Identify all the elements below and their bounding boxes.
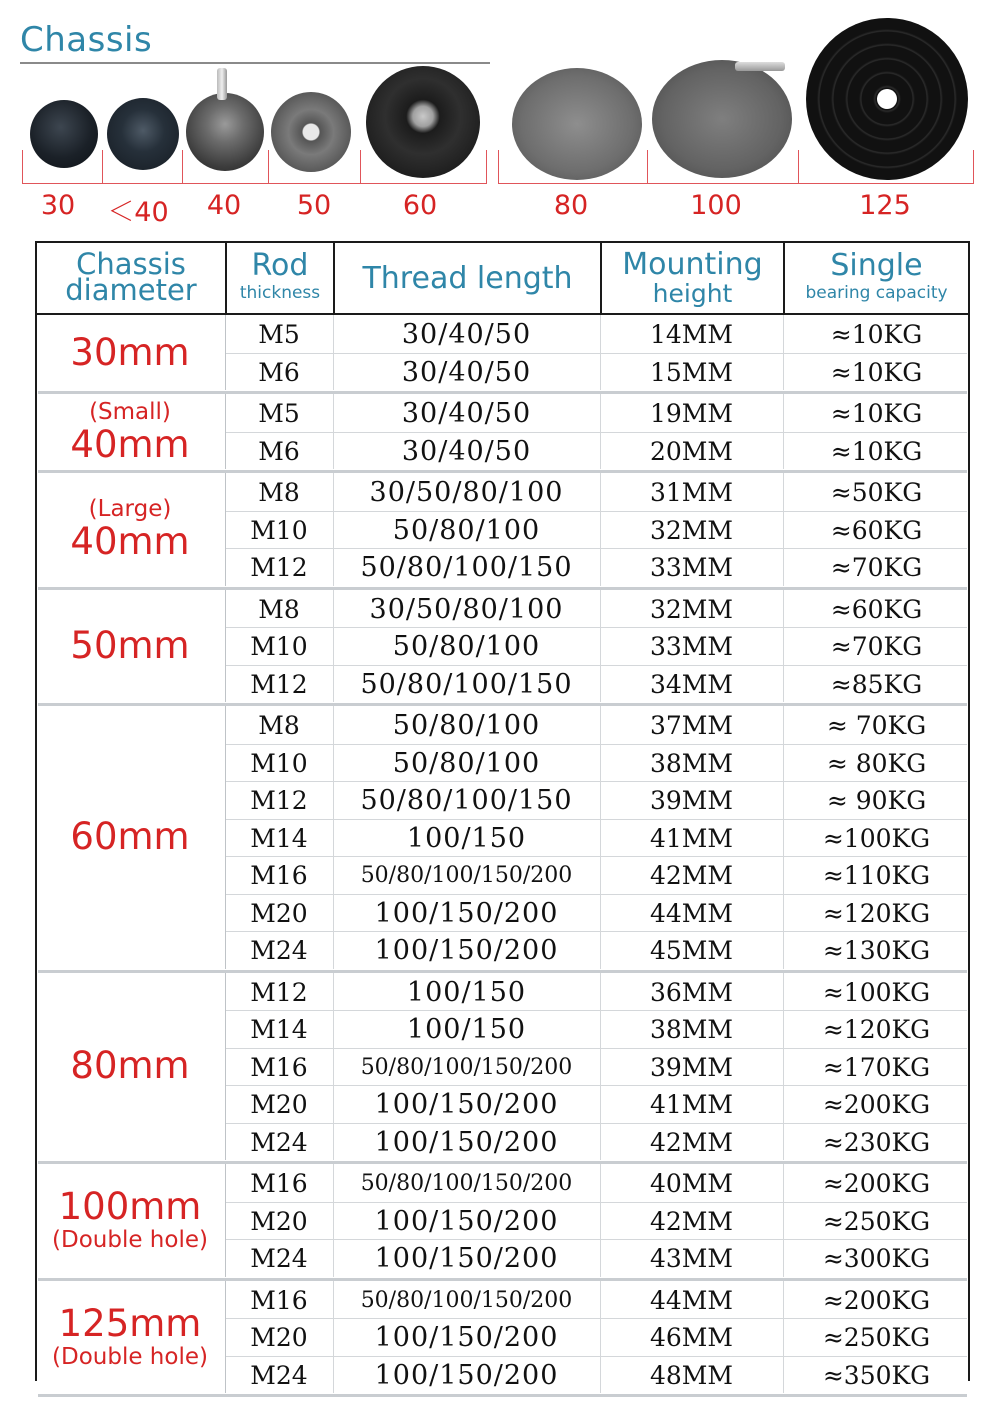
thread-length-cell: 50/80/100 xyxy=(392,747,541,779)
thread-length-cell: 30/50/80/100 xyxy=(369,477,564,508)
mounting-height-cell: 14MM xyxy=(649,320,733,349)
mounting-height-cell: 41MM xyxy=(649,1090,733,1119)
size-label-125: 125 xyxy=(859,190,911,221)
mounting-height-cell: 41MM xyxy=(649,823,733,853)
bearing-capacity-cell: ≈230KG xyxy=(822,1127,931,1157)
bracket-tick xyxy=(182,150,183,184)
bearing-capacity-cell: ≈300KG xyxy=(822,1244,931,1273)
thread-length-cell: 100/150 xyxy=(406,976,527,1008)
table-right-border xyxy=(968,315,970,1381)
mounting-height-cell: 45MM xyxy=(649,936,733,965)
row-divider xyxy=(225,353,967,354)
column-divider xyxy=(600,1281,601,1394)
rod-thickness-cell: M8 xyxy=(258,711,300,740)
mounting-height-cell: 39MM xyxy=(649,1052,733,1082)
row-divider xyxy=(225,1010,967,1011)
rod-thickness-cell: M5 xyxy=(258,320,300,349)
chassis-diameter-label xyxy=(35,1046,225,1086)
column-divider xyxy=(783,973,784,1161)
mounting-height-cell: 44MM xyxy=(649,898,733,928)
header-capacity-label: bearing capacity xyxy=(805,283,948,303)
small-chassis-bracket xyxy=(22,150,487,184)
mounting-height-cell: 20MM xyxy=(649,436,733,466)
bearing-capacity-cell: ≈200KG xyxy=(822,1090,931,1119)
thread-length-cell: 50/80/100/150/200 xyxy=(360,1287,573,1313)
bearing-capacity-cell: ≈100KG xyxy=(822,823,931,853)
mounting-height-cell: 40MM xyxy=(649,1169,733,1198)
column-divider xyxy=(225,973,226,1161)
bracket-tick xyxy=(647,150,648,184)
bearing-capacity-cell: ≈10KG xyxy=(830,399,923,428)
rod-thickness-cell: M12 xyxy=(250,786,308,815)
diameter-value: 40mm xyxy=(70,520,190,564)
header-chassis-label: Chassis xyxy=(76,247,186,281)
bearing-capacity-cell: ≈ 80KG xyxy=(826,748,927,778)
header-bearing-capacity xyxy=(785,243,968,313)
thread-length-cell: 100/150 xyxy=(406,1014,527,1045)
header-thread-length: Thread length xyxy=(362,261,573,296)
thread-length-cell: 50/80/100 xyxy=(392,631,541,662)
row-divider xyxy=(225,781,967,782)
rod-thickness-cell: M12 xyxy=(250,977,308,1007)
row-divider xyxy=(225,1202,967,1203)
mounting-height-cell: 48MM xyxy=(649,1360,733,1390)
mounting-height-cell: 34MM xyxy=(649,669,733,699)
row-divider xyxy=(225,856,967,857)
size-label-30: 30 xyxy=(40,190,76,221)
header-thickness-label: thickness xyxy=(239,283,321,303)
bearing-capacity-cell: ≈200KG xyxy=(822,1169,931,1198)
mounting-height-cell: 42MM xyxy=(649,1206,733,1236)
column-divider xyxy=(225,315,226,390)
column-divider xyxy=(783,706,784,969)
title-divider xyxy=(20,62,490,64)
mounting-height-cell: 39MM xyxy=(649,786,733,815)
thread-length-cell: 100/150/200 xyxy=(374,1359,559,1391)
column-divider xyxy=(225,1164,226,1277)
bearing-capacity-cell: ≈250KG xyxy=(822,1323,931,1352)
rod-thickness-cell: M20 xyxy=(250,1206,308,1236)
thread-length-cell: 100/150/200 xyxy=(374,1243,559,1274)
thread-length-cell: 100/150/200 xyxy=(374,1322,559,1353)
bearing-capacity-cell: ≈60KG xyxy=(830,515,923,545)
thread-length-cell: 30/40/50 xyxy=(401,435,532,467)
thread-length-cell: 50/80/100/150 xyxy=(360,552,573,583)
rod-thickness-cell: M10 xyxy=(250,632,308,661)
diameter-group xyxy=(35,1281,970,1394)
mounting-height-cell: 36MM xyxy=(649,977,733,1007)
rod-thickness-cell: M14 xyxy=(250,823,308,853)
diameter-group xyxy=(35,1164,970,1277)
thread-length-cell: 100/150/200 xyxy=(374,1205,559,1237)
column-divider xyxy=(333,473,334,586)
diameter-group xyxy=(35,590,970,703)
thread-length-cell: 50/80/100/150 xyxy=(360,785,573,816)
chassis-diameter-label xyxy=(35,1301,225,1370)
thread-length-cell: 100/150/200 xyxy=(374,935,559,966)
column-divider xyxy=(333,706,334,969)
table-left-border xyxy=(35,315,37,1381)
rod-thickness-cell: M8 xyxy=(258,594,300,624)
column-divider xyxy=(333,973,334,1161)
column-divider xyxy=(225,394,226,469)
chassis-diameter-label xyxy=(35,399,225,465)
rod-thickness-cell: M20 xyxy=(250,1323,308,1352)
bracket-tick xyxy=(360,150,361,184)
column-divider xyxy=(600,973,601,1161)
bearing-capacity-cell: ≈110KG xyxy=(822,861,931,890)
bearing-capacity-cell: ≈10KG xyxy=(830,436,923,466)
bearing-capacity-cell: ≈70KG xyxy=(830,632,923,661)
chassis-diameter-label xyxy=(35,817,225,857)
thread-length-cell: 50/80/100 xyxy=(392,710,541,741)
chassis-diameter-label xyxy=(35,330,225,374)
row-divider xyxy=(225,1085,967,1086)
rod-thickness-cell: M16 xyxy=(250,1169,308,1198)
bearing-capacity-cell: ≈120KG xyxy=(822,1015,931,1044)
rod-thickness-cell: M6 xyxy=(258,436,300,466)
mounting-height-cell: 32MM xyxy=(649,594,733,624)
thread-length-cell: 30/40/50 xyxy=(401,356,532,388)
column-divider xyxy=(600,1164,601,1277)
rod-thickness-cell: M16 xyxy=(250,861,308,890)
column-divider xyxy=(600,394,601,469)
diameter-value: 40mm xyxy=(70,422,190,466)
thread-length-cell: 30/40/50 xyxy=(401,319,532,350)
mounting-height-cell: 46MM xyxy=(649,1323,733,1352)
size-label-80: 80 xyxy=(553,190,589,221)
bearing-capacity-cell: ≈250KG xyxy=(822,1206,931,1236)
bearing-capacity-cell: ≈350KG xyxy=(822,1360,931,1390)
rod-thickness-cell: M24 xyxy=(250,1360,308,1390)
diameter-note: (Double hole) xyxy=(52,1343,208,1370)
table-header xyxy=(35,241,970,315)
column-divider xyxy=(783,1281,784,1394)
diameter-value: 50mm xyxy=(70,623,190,667)
rod-thickness-cell: M10 xyxy=(250,748,308,778)
row-divider xyxy=(225,432,967,433)
bearing-capacity-cell: ≈100KG xyxy=(822,977,931,1007)
rod-thickness-cell: M6 xyxy=(258,357,300,387)
rod-thickness-cell: M20 xyxy=(250,898,308,928)
mounting-height-cell: 38MM xyxy=(649,748,733,778)
rod-thickness-cell: M24 xyxy=(250,1127,308,1157)
column-divider xyxy=(333,1164,334,1277)
bearing-capacity-cell: ≈10KG xyxy=(830,357,923,387)
column-divider xyxy=(333,315,334,390)
rod-thickness-cell: M24 xyxy=(250,936,308,965)
chassis-diameter-label xyxy=(35,623,225,667)
row-divider xyxy=(225,1123,967,1124)
column-divider xyxy=(333,394,334,469)
bearing-capacity-cell: ≈120KG xyxy=(822,898,931,928)
bracket-tick xyxy=(798,150,799,184)
mounting-height-cell: 42MM xyxy=(649,1127,733,1157)
thread-length-cell: 50/80/100/150/200 xyxy=(360,1171,573,1196)
column-divider xyxy=(333,1281,334,1394)
row-divider xyxy=(225,744,967,745)
rod-thickness-cell: M5 xyxy=(258,399,300,428)
rod-thickness-cell: M20 xyxy=(250,1090,308,1119)
rod-thickness-cell: M10 xyxy=(250,515,308,545)
header-rod-label: Rod xyxy=(251,248,309,283)
column-divider xyxy=(783,473,784,586)
diameter-value: 125mm xyxy=(58,1301,202,1345)
column-divider xyxy=(600,590,601,703)
mounting-height-cell: 19MM xyxy=(649,399,733,428)
row-divider xyxy=(225,894,967,895)
bearing-capacity-cell: ≈70KG xyxy=(830,553,923,582)
column-divider xyxy=(783,394,784,469)
column-divider xyxy=(783,315,784,390)
thread-length-cell: 30/40/50 xyxy=(401,398,532,429)
diameter-note: (Large) xyxy=(88,496,172,523)
column-divider xyxy=(783,590,784,703)
diameter-value: 30mm xyxy=(70,330,190,374)
column-divider xyxy=(783,1164,784,1277)
rod-thickness-cell: M24 xyxy=(250,1244,308,1273)
rod-thickness-cell: M12 xyxy=(250,669,308,699)
mounting-height-cell: 42MM xyxy=(649,861,733,890)
bearing-capacity-cell: ≈10KG xyxy=(830,320,923,349)
diameter-group xyxy=(35,315,970,390)
column-divider xyxy=(225,590,226,703)
header-diameter-label: diameter xyxy=(65,273,197,307)
mounting-height-cell: 38MM xyxy=(649,1015,733,1044)
column-divider xyxy=(600,706,601,969)
header-rod-thickness xyxy=(227,243,333,313)
thread-length-cell: 100/150/200 xyxy=(374,1126,559,1158)
mounting-height-cell: 37MM xyxy=(649,711,733,740)
chassis-40-stud xyxy=(217,68,227,100)
column-divider xyxy=(600,473,601,586)
thread-length-cell: 50/80/100/150 xyxy=(360,668,573,700)
chassis-100-stud xyxy=(735,62,785,71)
size-label-50: 50 xyxy=(296,190,332,221)
rod-thickness-cell: M12 xyxy=(250,553,308,582)
thread-length-cell: 100/150/200 xyxy=(374,897,559,929)
bearing-capacity-cell: ≈60KG xyxy=(830,594,923,624)
diameter-group xyxy=(35,394,970,469)
thread-length-cell: 50/80/100/150/200 xyxy=(360,1054,573,1080)
column-divider xyxy=(333,590,334,703)
thread-length-cell: 100/150/200 xyxy=(374,1089,559,1120)
rod-thickness-cell: M16 xyxy=(250,1052,308,1082)
row-divider xyxy=(225,1318,967,1319)
size-label-40: 40 xyxy=(206,190,242,221)
header-chassis-diameter xyxy=(37,243,225,313)
diameter-group xyxy=(35,473,970,586)
diameter-note: (Double hole) xyxy=(52,1227,208,1254)
bearing-capacity-cell: ≈130KG xyxy=(822,936,931,965)
column-divider xyxy=(225,473,226,586)
rod-thickness-cell: M16 xyxy=(250,1285,308,1315)
thread-length-cell: 50/80/100 xyxy=(392,514,541,546)
row-divider xyxy=(225,511,967,512)
bearing-capacity-cell: ≈ 70KG xyxy=(826,711,927,740)
column-divider xyxy=(225,1281,226,1394)
diameter-value: 100mm xyxy=(58,1185,202,1229)
thread-length-cell: 30/50/80/100 xyxy=(369,593,564,625)
large-chassis-bracket xyxy=(498,150,974,184)
group-divider xyxy=(38,1394,967,1397)
size-label-60: 60 xyxy=(402,190,438,221)
page-title: Chassis xyxy=(20,20,153,60)
mounting-height-cell: 15MM xyxy=(649,357,733,387)
mounting-height-cell: 31MM xyxy=(649,478,733,507)
rod-thickness-cell: M14 xyxy=(250,1015,308,1044)
size-label-small-40: ＜40 xyxy=(107,197,169,228)
bracket-tick xyxy=(268,150,269,184)
mounting-height-cell: 33MM xyxy=(649,632,733,661)
row-divider xyxy=(225,1356,967,1357)
row-divider xyxy=(225,1239,967,1240)
bearing-capacity-cell: ≈170KG xyxy=(822,1052,931,1082)
header-height-label: height xyxy=(652,279,733,308)
mounting-height-cell: 43MM xyxy=(649,1244,733,1273)
mounting-height-cell: 33MM xyxy=(649,553,733,582)
row-divider xyxy=(225,548,967,549)
mounting-height-cell: 32MM xyxy=(649,515,733,545)
row-divider xyxy=(225,627,967,628)
diameter-group xyxy=(35,973,970,1161)
chassis-diameter-label xyxy=(35,496,225,562)
diameter-group xyxy=(35,706,970,969)
size-label-100: 100 xyxy=(690,190,742,221)
diameter-note: (Small) xyxy=(89,398,171,425)
bearing-capacity-cell: ≈50KG xyxy=(830,478,923,507)
row-divider xyxy=(225,819,967,820)
bracket-tick xyxy=(102,150,103,184)
bearing-capacity-cell: ≈200KG xyxy=(822,1285,931,1315)
column-divider xyxy=(225,706,226,969)
row-divider xyxy=(225,665,967,666)
bearing-capacity-cell: ≈ 90KG xyxy=(826,786,927,815)
header-single-label: Single xyxy=(830,248,923,283)
row-divider xyxy=(225,931,967,932)
header-mounting-label: Mounting xyxy=(622,247,763,282)
chassis-125-center-hole xyxy=(877,89,897,109)
thread-length-cell: 100/150 xyxy=(406,822,527,854)
rod-thickness-cell: M8 xyxy=(258,478,300,507)
thread-length-cell: 50/80/100/150/200 xyxy=(360,863,573,888)
row-divider xyxy=(225,1048,967,1049)
diameter-value: 60mm xyxy=(70,815,190,859)
diameter-value: 80mm xyxy=(70,1044,190,1088)
chassis-diameter-label xyxy=(35,1187,225,1253)
header-mounting-height xyxy=(602,243,783,313)
mounting-height-cell: 44MM xyxy=(649,1285,733,1315)
column-divider xyxy=(600,315,601,390)
bearing-capacity-cell: ≈85KG xyxy=(830,669,923,699)
